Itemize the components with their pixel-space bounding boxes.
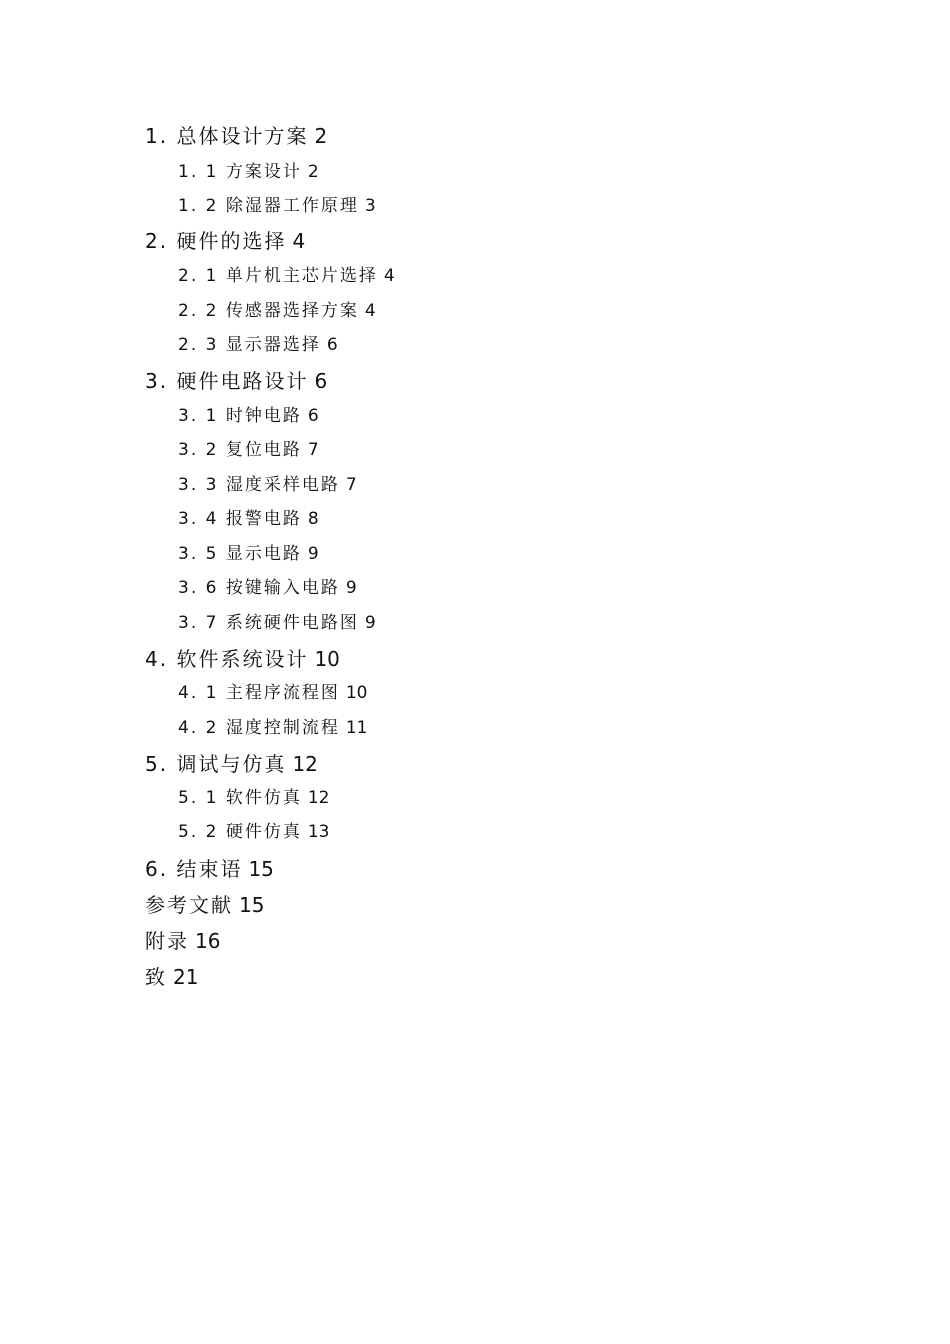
- toc-entry-page: 9: [307, 544, 319, 564]
- toc-entry-page: 4: [364, 301, 376, 321]
- toc-entry[interactable]: [145, 754, 318, 774]
- toc-entry-page: 2: [314, 124, 328, 148]
- toc-entry-page: 12: [292, 752, 318, 776]
- toc-entry-page: 6: [307, 406, 319, 426]
- toc-entry[interactable]: [145, 967, 198, 987]
- toc-entry[interactable]: [178, 408, 319, 425]
- toc-entry-title: 2. 硬件的选择: [145, 229, 287, 253]
- toc-entry-page: 6: [314, 369, 328, 393]
- toc-entry[interactable]: [145, 126, 327, 146]
- toc-entry[interactable]: [178, 337, 338, 354]
- toc-entry-page: 15: [239, 893, 265, 917]
- toc-entry-title: 3. 3 湿度采样电路: [178, 475, 340, 495]
- toc-entry-page: 7: [307, 440, 319, 460]
- toc-entry[interactable]: [178, 685, 367, 702]
- toc-entry-title: 2. 1 单片机主芯片选择: [178, 266, 378, 286]
- toc-entry-title: 参考文献: [145, 893, 233, 917]
- table-of-contents: [145, 0, 845, 1000]
- toc-entry-page: 6: [326, 335, 338, 355]
- toc-entry[interactable]: [178, 198, 376, 215]
- toc-entry-title: 2. 2 传感器选择方案: [178, 301, 359, 321]
- toc-entry-title: 4. 2 湿度控制流程: [178, 718, 340, 738]
- toc-entry-title: 6. 结束语: [145, 857, 243, 881]
- toc-entry[interactable]: [178, 790, 329, 807]
- toc-entry[interactable]: [145, 931, 220, 951]
- toc-entry-title: 3. 2 复位电路: [178, 440, 302, 460]
- toc-entry-page: 9: [364, 613, 376, 633]
- toc-entry[interactable]: [145, 231, 305, 251]
- toc-entry-page: 16: [195, 929, 221, 953]
- toc-entry-title: 4. 1 主程序流程图: [178, 683, 340, 703]
- toc-entry[interactable]: [178, 303, 376, 320]
- toc-entry[interactable]: [145, 859, 274, 879]
- toc-entry[interactable]: [178, 511, 319, 528]
- toc-entry-page: 13: [307, 822, 330, 842]
- toc-entry-page: 9: [345, 578, 357, 598]
- toc-entry-page: 2: [307, 162, 319, 182]
- toc-entry-page: 8: [307, 509, 319, 529]
- toc-entry[interactable]: [178, 580, 357, 597]
- toc-entry[interactable]: [178, 442, 319, 459]
- toc-entry[interactable]: [178, 164, 319, 181]
- toc-entry-title: 3. 7 系统硬件电路图: [178, 613, 359, 633]
- toc-entry[interactable]: [178, 268, 395, 285]
- toc-entry-title: 3. 1 时钟电路: [178, 406, 302, 426]
- toc-entry-title: 3. 6 按键输入电路: [178, 578, 340, 598]
- toc-entry-title: 1. 1 方案设计: [178, 162, 302, 182]
- toc-entry-page: 10: [345, 683, 368, 703]
- toc-entry-page: 4: [292, 229, 306, 253]
- toc-entry-title: 5. 2 硬件仿真: [178, 822, 302, 842]
- toc-entry-title: 致: [145, 965, 167, 989]
- toc-entry-page: 10: [314, 647, 340, 671]
- toc-entry[interactable]: [145, 649, 340, 669]
- toc-entry-title: 2. 3 显示器选择: [178, 335, 321, 355]
- toc-entry-title: 3. 4 报警电路: [178, 509, 302, 529]
- toc-entry-page: 15: [248, 857, 274, 881]
- toc-entry-page: 21: [173, 965, 199, 989]
- toc-entry[interactable]: [178, 546, 319, 563]
- toc-entry-title: 4. 软件系统设计: [145, 647, 309, 671]
- toc-entry-title: 1. 2 除湿器工作原理: [178, 196, 359, 216]
- toc-entry-page: 11: [345, 718, 368, 738]
- toc-entry[interactable]: [178, 615, 376, 632]
- toc-entry[interactable]: [178, 720, 367, 737]
- toc-entry-title: 3. 5 显示电路: [178, 544, 302, 564]
- toc-entry-page: 4: [383, 266, 395, 286]
- toc-entry-title: 5. 1 软件仿真: [178, 788, 302, 808]
- toc-entry-title: 附录: [145, 929, 189, 953]
- toc-entry-title: 1. 总体设计方案: [145, 124, 309, 148]
- toc-entry[interactable]: [178, 477, 357, 494]
- toc-entry[interactable]: [145, 895, 264, 915]
- toc-entry[interactable]: [178, 824, 329, 841]
- toc-entry-page: 3: [364, 196, 376, 216]
- toc-entry-title: 3. 硬件电路设计: [145, 369, 309, 393]
- toc-entry[interactable]: [145, 371, 327, 391]
- toc-entry-title: 5. 调试与仿真: [145, 752, 287, 776]
- toc-entry-page: 7: [345, 475, 357, 495]
- toc-entry-page: 12: [307, 788, 330, 808]
